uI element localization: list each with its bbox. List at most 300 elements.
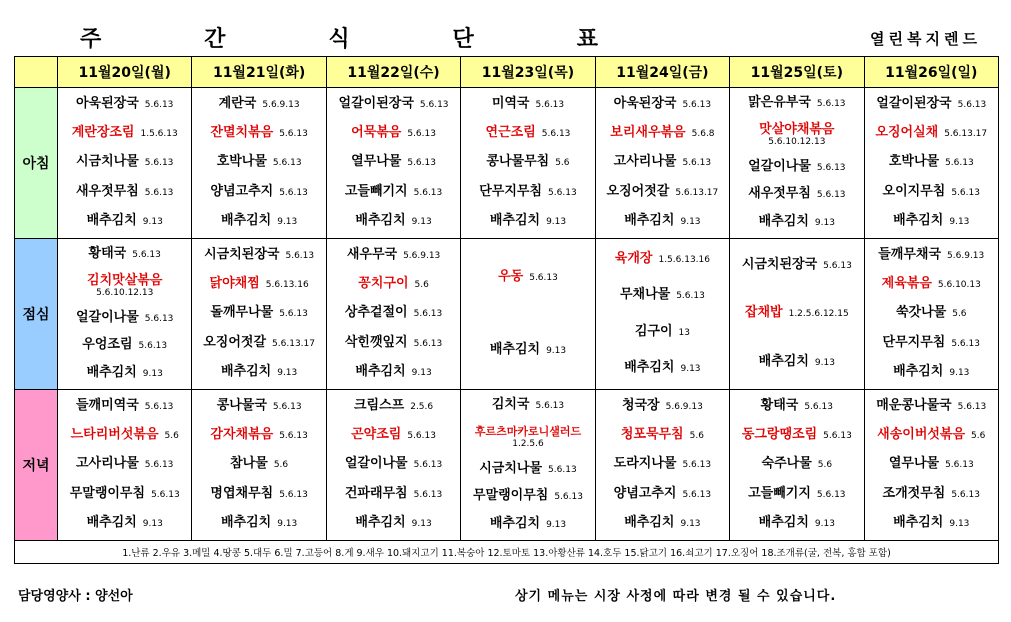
menu-item	[865, 335, 998, 352]
dish-name: 매운콩나물국	[876, 398, 952, 414]
menu-cell	[461, 239, 595, 390]
allergen-codes: 5.6	[273, 460, 289, 471]
allergen-codes: 5.6.13	[541, 129, 571, 140]
dish-name: 얼갈이나물	[75, 309, 139, 325]
dish-name: 콩나물무침	[486, 154, 550, 170]
allergen-codes: 9.13	[546, 519, 567, 530]
allergen-codes: 1.2.5.6.12.15	[788, 309, 849, 320]
allergen-codes: 5.6.13	[272, 158, 302, 169]
dish-name: 배추김치	[893, 514, 944, 530]
dish-name: 배추김치	[355, 212, 406, 228]
allergen-codes: 5.6.13	[413, 309, 443, 320]
allergen-codes: 1.2.5.6	[512, 438, 544, 449]
menu-item	[327, 247, 460, 264]
meal-label-lunch: 점심	[15, 239, 58, 390]
allergen-codes: 9.13	[142, 216, 163, 227]
menu-item	[730, 305, 863, 322]
main-dish-name: 느타리버섯볶음	[70, 427, 159, 443]
menu-item	[596, 456, 729, 473]
menu-item	[596, 184, 729, 201]
allergen-codes: 9.13	[277, 518, 298, 529]
menu-item	[596, 251, 729, 268]
allergen-codes: 9.13	[814, 518, 835, 529]
menu-item	[730, 159, 863, 176]
allergen-codes: 5.6.13	[151, 489, 180, 500]
menu-item	[461, 342, 594, 359]
menu-item	[327, 213, 460, 230]
allergen-codes: 5.6.13	[548, 464, 577, 475]
main-dish-name: 오징어실채	[875, 125, 939, 141]
dish-name: 배추김치	[220, 363, 272, 379]
menu-item	[461, 425, 594, 451]
allergen-codes: 5.6.10.12.13	[768, 136, 826, 147]
allergen-codes: 9.13	[680, 364, 701, 375]
allergen-codes: 9.13	[142, 518, 163, 529]
title-char: 표	[576, 27, 600, 52]
allergen-codes: 5.6.13	[816, 489, 846, 500]
main-dish-name: 맛살야채볶음	[759, 121, 835, 137]
change-notice: 상기 메뉴는 시장 사정에 따라 변경 될 수 있습니다.	[515, 589, 837, 604]
allergen-codes: 5.6.13	[413, 338, 443, 349]
dish-name: 배추김치	[758, 514, 809, 530]
menu-item	[58, 398, 191, 415]
menu-item	[327, 96, 460, 113]
dish-name: 무말랭이무침	[69, 485, 146, 501]
menu-item	[865, 276, 998, 293]
allergen-codes: 5.6.13	[676, 291, 705, 302]
allergen-codes: 5.6.13	[132, 250, 161, 261]
menu-item	[192, 456, 325, 473]
menu-item	[730, 123, 863, 149]
allergen-codes: 5.6.13	[279, 187, 308, 198]
allergen-codes: 5.6	[414, 280, 429, 291]
menu-item	[192, 276, 325, 293]
dish-name: 쑥갓나물	[895, 305, 947, 321]
dish-name: 얼갈이나물	[344, 456, 408, 472]
dish-name: 무말랭이무침	[472, 488, 549, 504]
meal-label-dinner: 저녁	[15, 390, 58, 541]
allergen-codes: 5.6.13	[682, 158, 712, 169]
dish-name: 돌깨무나물	[210, 305, 274, 321]
menu-item	[327, 398, 460, 415]
menu-item	[58, 213, 191, 230]
allergen-codes: 5.6	[555, 158, 570, 169]
allergen-codes: 5.6.13	[682, 460, 712, 471]
weekly-menu-table	[14, 56, 999, 564]
menu-item	[192, 154, 325, 171]
menu-item	[865, 486, 998, 503]
allergen-codes: 5.6.13	[945, 158, 974, 169]
menu-item	[596, 398, 729, 415]
menu-item	[865, 96, 998, 113]
menu-cell	[730, 88, 864, 239]
menu-item	[327, 125, 460, 142]
allergen-codes: 5.6.13	[144, 402, 174, 413]
menu-item	[865, 456, 998, 473]
menu-item	[730, 186, 863, 203]
dish-name: 아욱된장국	[613, 96, 677, 112]
dish-name: 오징어젓갈	[203, 334, 267, 350]
dish-name: 배추김치	[624, 514, 675, 530]
dish-name: 배추김치	[489, 515, 541, 531]
allergen-codes: 9.13	[680, 216, 701, 227]
dish-name: 시금치된장국	[741, 256, 818, 272]
menu-item	[730, 257, 863, 274]
day-header-row	[15, 57, 999, 88]
dish-name: 고들빼기지	[748, 485, 811, 501]
allergen-codes: 5.6.13	[823, 431, 852, 442]
allergen-codes: 9.13	[814, 358, 835, 369]
dish-name: 계란국	[218, 96, 257, 112]
menu-item	[461, 184, 594, 201]
menu-cell	[326, 239, 460, 390]
dish-name: 배추김치	[624, 212, 675, 228]
allergen-codes: 5.6.13	[957, 100, 987, 111]
allergen-codes: 9.13	[814, 217, 835, 228]
allergen-codes: 5.6.13	[272, 402, 302, 413]
menu-item	[327, 335, 460, 352]
lunch-row	[15, 239, 999, 390]
menu-cell	[864, 88, 998, 239]
main-dish-name: 육개장	[614, 250, 653, 266]
menu-item	[730, 398, 863, 415]
menu-item	[865, 213, 998, 230]
menu-item	[327, 486, 460, 503]
allergen-codes: 13	[678, 327, 690, 338]
day-header: 11월23일(목)	[461, 57, 595, 88]
menu-item	[327, 305, 460, 322]
menu-item	[327, 427, 460, 444]
dish-name: 배추김치	[86, 364, 137, 380]
menu-item	[192, 515, 325, 532]
menu-item	[730, 354, 863, 371]
allergen-codes: 5.6.13	[816, 99, 846, 110]
dish-name: 숙주나물	[761, 456, 812, 472]
dish-name: 조개젓무침	[882, 485, 946, 501]
allergen-codes: 9.13	[411, 518, 432, 529]
main-dish-name: 곤약조림	[351, 427, 402, 443]
menu-item	[327, 184, 460, 201]
dish-name: 배추김치	[86, 514, 137, 530]
allergen-codes: 9.13	[949, 367, 970, 378]
day-header: 11월25일(토)	[730, 57, 864, 88]
dish-name: 들깨무채국	[878, 247, 942, 263]
dish-name: 맑은유부국	[748, 95, 811, 111]
allergen-codes: 5.6	[164, 431, 179, 442]
main-dish-name: 닭야채찜	[209, 276, 260, 292]
menu-item	[730, 515, 863, 532]
menu-item	[58, 184, 191, 201]
menu-item	[730, 456, 863, 473]
menu-cell	[192, 88, 326, 239]
allergen-codes: 5.6	[689, 431, 704, 442]
dish-name: 도라지나물	[613, 456, 677, 472]
dish-name: 배추김치	[893, 363, 944, 379]
allergen-codes: 5.6.13	[823, 260, 852, 271]
breakfast-row	[15, 88, 999, 239]
dish-name: 단무지무침	[882, 334, 946, 350]
main-dish-name: 제육볶음	[881, 276, 932, 292]
menu-item	[461, 213, 594, 230]
menu-item	[730, 95, 863, 112]
allergen-codes: 5.6.13	[413, 489, 443, 500]
menu-cell	[595, 239, 729, 390]
allergen-codes: 5.6.13	[682, 489, 712, 500]
allergen-codes: 2.5.6	[410, 402, 434, 413]
dish-name: 열무나물	[888, 456, 940, 472]
menu-item	[58, 486, 191, 503]
dish-name: 양념고추지	[613, 485, 677, 501]
menu-cell	[461, 88, 595, 239]
dish-name: 호박나물	[216, 154, 267, 170]
menu-item	[327, 515, 460, 532]
organization-name: 열린복지렌드	[870, 30, 981, 48]
menu-item	[58, 515, 191, 532]
dish-name: 배추김치	[758, 354, 809, 370]
menu-item	[461, 125, 594, 142]
menu-item	[327, 456, 460, 473]
allergen-codes: 5.6.13	[279, 129, 308, 140]
dish-name: 호박나물	[888, 154, 940, 170]
menu-item	[192, 247, 325, 264]
allergen-codes: 5.6.13	[804, 402, 833, 413]
title-char: 간	[204, 27, 228, 52]
menu-cell	[326, 88, 460, 239]
menu-cell	[864, 239, 998, 390]
dish-name: 참나물	[230, 456, 268, 472]
page-title	[80, 22, 600, 53]
menu-item	[58, 456, 191, 473]
menu-cell	[58, 390, 192, 541]
dish-name: 오징어젓갈	[606, 183, 670, 199]
dish-name: 단무지무침	[479, 183, 543, 199]
main-dish-name: 어묵볶음	[351, 125, 402, 141]
allergen-codes: 9.13	[546, 346, 567, 356]
menu-item	[327, 364, 460, 381]
dish-name: 건파래무침	[344, 485, 408, 501]
menu-item	[596, 125, 729, 142]
allergen-codes: 5.6.13.16	[265, 280, 309, 291]
day-header: 11월21일(화)	[192, 57, 326, 88]
main-dish-name: 동그랑땡조림	[741, 427, 818, 443]
allergen-codes: 5.6.13	[951, 187, 980, 198]
allergen-codes: 5.6.10.12.13	[96, 287, 154, 298]
dish-name: 시금치나물	[479, 460, 543, 476]
menu-item	[596, 324, 729, 341]
allergen-codes: 5.6.13	[144, 158, 174, 169]
menu-item	[865, 398, 998, 415]
menu-item	[461, 269, 594, 286]
main-dish-name: 새송이버섯볶음	[877, 427, 966, 443]
allergen-codes: 5.6.9.13	[403, 251, 441, 262]
allergen-codes: 5.6.13	[285, 251, 315, 262]
dish-name: 시금치된장국	[204, 247, 280, 263]
allergen-codes: 5.6.9.13	[665, 402, 703, 413]
allergen-codes: 5.6.13	[144, 100, 174, 111]
allergen-codes: 5.6.13	[816, 190, 846, 201]
menu-item	[730, 214, 863, 231]
menu-item	[58, 365, 191, 382]
allergen-codes: 5.6.9.13	[947, 251, 985, 262]
menu-item	[596, 287, 729, 304]
allergen-codes: 5.6.13	[554, 492, 583, 503]
allergen-codes: 9.13	[680, 518, 701, 529]
menu-item	[865, 305, 998, 322]
nutritionist-label: 담당영양사 : 양선아	[18, 589, 133, 604]
dish-name: 새우무국	[346, 247, 398, 263]
menu-item	[192, 364, 325, 381]
dish-name: 상추겉절이	[344, 305, 408, 321]
allergen-codes: 5.6.13	[951, 338, 980, 349]
allergen-codes: 5.6	[971, 431, 986, 442]
menu-item	[461, 461, 594, 478]
allergen-codes: 1.5.6.13	[140, 129, 178, 140]
dish-name: 크림스프	[353, 398, 405, 414]
menu-item	[192, 486, 325, 503]
dish-name: 고사리나물	[75, 456, 139, 472]
menu-item	[461, 154, 594, 171]
dish-name: 고들빼기지	[344, 183, 408, 199]
menu-item	[58, 274, 191, 300]
menu-item	[865, 515, 998, 532]
menu-item	[58, 246, 191, 263]
menu-item	[192, 305, 325, 322]
menu-item	[192, 427, 325, 444]
title-char: 식	[328, 27, 352, 52]
menu-item	[192, 96, 325, 113]
menu-item	[865, 247, 998, 264]
menu-cell	[58, 88, 192, 239]
main-dish-name: 김치맛살볶음	[87, 272, 163, 288]
allergen-codes: 5.6.13	[535, 401, 565, 412]
menu-item	[596, 96, 729, 113]
main-dish-name: 연근조림	[485, 125, 536, 141]
main-dish-name: 감자채볶음	[210, 427, 274, 443]
allergen-codes: 5.6.13	[144, 187, 174, 198]
dish-name: 열무나물	[351, 154, 402, 170]
menu-item	[192, 335, 325, 352]
allergen-codes: 5.6.13.17	[675, 187, 719, 198]
dish-name: 오이지무침	[882, 183, 946, 199]
dish-name: 김구이	[634, 323, 673, 339]
dish-name: 우엉조림	[82, 337, 133, 353]
allergen-codes: 5.6.13	[144, 460, 174, 471]
dish-name: 배추김치	[893, 212, 944, 228]
menu-item	[58, 96, 191, 113]
menu-item	[327, 154, 460, 171]
dish-name: 고사리나물	[613, 154, 677, 170]
menu-item	[730, 427, 863, 444]
allergen-codes: 5.6.9.13	[262, 100, 300, 111]
dish-name: 얼갈이된장국	[338, 96, 414, 112]
main-dish-name: 청포묵무침	[620, 427, 684, 443]
menu-cell	[192, 239, 326, 390]
allergen-codes: 5.6.13	[279, 309, 308, 320]
menu-item	[596, 154, 729, 171]
menu-cell	[730, 390, 864, 541]
menu-cell	[864, 390, 998, 541]
allergen-codes: 5.6.10.13	[937, 280, 981, 291]
meal-label-breakfast: 아침	[15, 88, 58, 239]
dish-name: 명엽채무침	[210, 485, 274, 501]
dinner-row	[15, 390, 999, 541]
allergen-codes: 5.6.13.17	[272, 338, 315, 349]
dish-name: 황태국	[88, 246, 127, 262]
menu-cell	[192, 390, 326, 541]
menu-item	[192, 125, 325, 142]
allergy-legend-row	[15, 541, 999, 564]
menu-item	[730, 486, 863, 503]
dish-name: 배추김치	[86, 212, 137, 228]
dish-name: 배추김치	[355, 363, 406, 379]
main-dish-name: 보리새우볶음	[610, 125, 686, 141]
dish-name: 배추김치	[489, 212, 541, 228]
main-dish-name: 꽁치구이	[358, 276, 409, 292]
menu-item	[865, 427, 998, 444]
dish-name: 김치국	[491, 397, 530, 413]
allergen-codes: 5.6.13	[138, 341, 168, 352]
allergen-codes: 5.6.13	[945, 460, 974, 471]
dish-name: 들깨미역국	[75, 398, 139, 414]
menu-item	[461, 516, 594, 533]
dish-name: 새우젓무침	[75, 183, 139, 199]
allergen-codes: 5.6.13.17	[944, 129, 988, 140]
menu-item	[58, 125, 191, 142]
dish-name: 배추김치	[624, 360, 675, 376]
menu-item	[865, 154, 998, 171]
allergen-codes: 5.6.13	[407, 158, 436, 169]
allergen-codes: 9.13	[949, 518, 970, 529]
dish-name: 얼갈이된장국	[876, 96, 952, 112]
allergen-codes: 5.6.13	[682, 100, 712, 111]
allergen-codes: 9.13	[546, 216, 567, 227]
menu-item	[596, 515, 729, 532]
menu-item	[461, 397, 594, 414]
allergen-codes: 5.6.13	[529, 273, 558, 283]
menu-item	[58, 154, 191, 171]
main-dish-name: 계란장조림	[71, 125, 135, 141]
allergen-codes: 9.13	[411, 216, 432, 227]
menu-item	[58, 337, 191, 354]
menu-item	[327, 276, 460, 293]
dish-name: 배추김치	[220, 212, 272, 228]
allergen-codes: 5.6.13	[407, 129, 436, 140]
allergen-codes: 5.6.13	[413, 187, 443, 198]
menu-item	[596, 486, 729, 503]
menu-cell	[730, 239, 864, 390]
menu-item	[865, 184, 998, 201]
allergen-codes: 9.13	[277, 216, 298, 227]
dish-name: 미역국	[491, 96, 530, 112]
dish-name: 시금치나물	[75, 154, 139, 170]
menu-cell	[595, 390, 729, 541]
dish-name: 새우젓무침	[748, 186, 811, 202]
menu-item	[461, 96, 594, 113]
day-header: 11월20일(월)	[58, 57, 192, 88]
menu-cell	[461, 390, 595, 541]
allergen-codes: 9.13	[142, 368, 163, 379]
dish-name: 삭힌깻잎지	[344, 334, 408, 350]
dish-name: 배추김치	[758, 213, 809, 229]
allergen-codes: 5.6.13	[951, 489, 980, 500]
day-header: 11월24일(금)	[595, 57, 729, 88]
allergen-codes: 9.13	[411, 367, 432, 378]
dish-name: 배추김치	[489, 342, 541, 357]
dish-name: 배추김치	[355, 514, 406, 530]
menu-item	[192, 213, 325, 230]
allergen-codes: 5.6.13	[413, 460, 443, 471]
allergy-legend: 1.난류 2.우유 3.메밀 4.땅콩 5.대두 6.밀 7.고등어 8.게 9.새우 10.돼지고기 11.복숭아 12.토마토 13.아황산류 14.호두 15.닭고기 16.쇠고기 17.오징어 18.조개류(굴, 전복, 홍합 포함)	[15, 541, 999, 564]
